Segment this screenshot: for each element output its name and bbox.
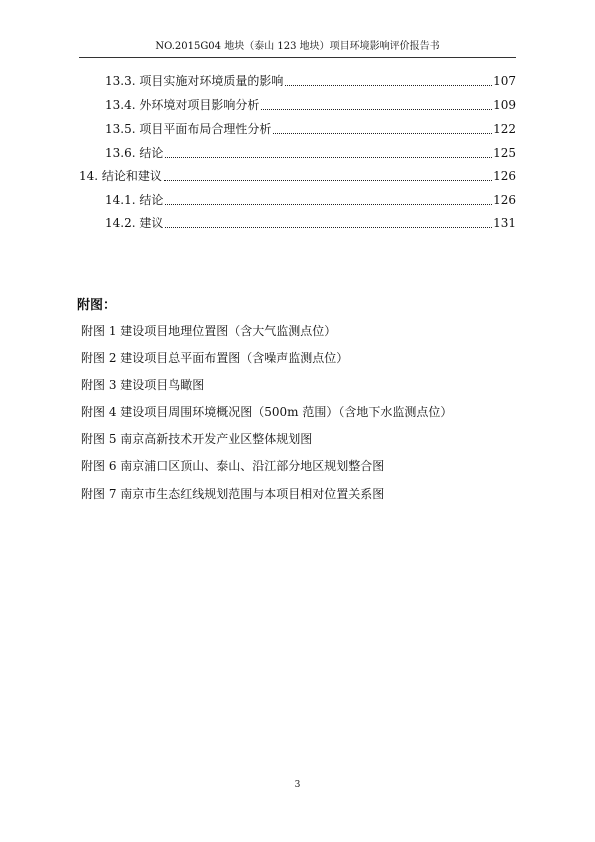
toc-entry-label: 13.4. 外环境对项目影响分析 xyxy=(105,98,260,112)
toc-entry-page: 131 xyxy=(493,216,516,230)
figure-item-6: 附图 6 南京浦口区顶山、泰山、沿江部分地区规划整合图 xyxy=(81,459,385,473)
toc-leader-dots xyxy=(165,227,492,228)
toc-entry-label: 14.2. 建议 xyxy=(105,216,164,230)
figure-item-1: 附图 1 建设项目地理位置图（含大气监测点位） xyxy=(81,324,337,338)
toc-leader-dots xyxy=(165,204,492,205)
toc-entry-label: 13.5. 项目平面布局合理性分析 xyxy=(105,122,272,136)
figure-item-4: 附图 4 建设项目周围环境概况图（500m 范围）（含地下水监测点位） xyxy=(81,405,453,419)
toc-leader-dots xyxy=(273,133,492,134)
toc-entry-label: 14. 结论和建议 xyxy=(79,169,162,183)
toc-entry-14[interactable] xyxy=(79,167,516,185)
figures-heading: 附图： xyxy=(77,298,117,313)
figure-item-3: 附图 3 建设项目鸟瞰图 xyxy=(81,378,205,392)
figure-item-5: 附图 5 南京高新技术开发产业区整体规划图 xyxy=(81,432,313,446)
toc-entry-13-4[interactable] xyxy=(105,96,516,114)
toc-leader-dots xyxy=(165,157,492,158)
figure-item-7: 附图 7 南京市生态红线规划范围与本项目相对位置关系图 xyxy=(81,487,385,501)
toc-entry-14-2[interactable] xyxy=(105,214,516,232)
toc-entry-page: 122 xyxy=(493,122,516,136)
toc-entry-14-1[interactable] xyxy=(105,191,516,209)
toc-entry-page: 126 xyxy=(493,193,516,207)
toc-entry-13-5[interactable] xyxy=(105,120,516,138)
running-header: NO.2015G04 地块（泰山 123 地块）项目环境影响评价报告书 xyxy=(155,41,440,52)
toc-leader-dots xyxy=(164,180,492,181)
toc-entry-page: 125 xyxy=(493,146,516,160)
toc-leader-dots xyxy=(285,85,492,86)
toc-entry-label: 14.1. 结论 xyxy=(105,193,164,207)
toc-entry-label: 13.3. 项目实施对环境质量的影响 xyxy=(105,74,284,88)
header-rule xyxy=(79,57,516,58)
figure-item-2: 附图 2 建设项目总平面布置图（含噪声监测点位） xyxy=(81,351,349,365)
toc-entry-page: 107 xyxy=(493,74,516,88)
page-number: 3 xyxy=(294,780,301,790)
toc-entry-label: 13.6. 结论 xyxy=(105,146,164,160)
toc-entry-13-6[interactable] xyxy=(105,144,516,162)
toc-entry-page: 126 xyxy=(493,169,516,183)
toc-entry-page: 109 xyxy=(493,98,516,112)
toc-leader-dots xyxy=(261,109,492,110)
toc-entry-13-3[interactable] xyxy=(105,72,516,90)
